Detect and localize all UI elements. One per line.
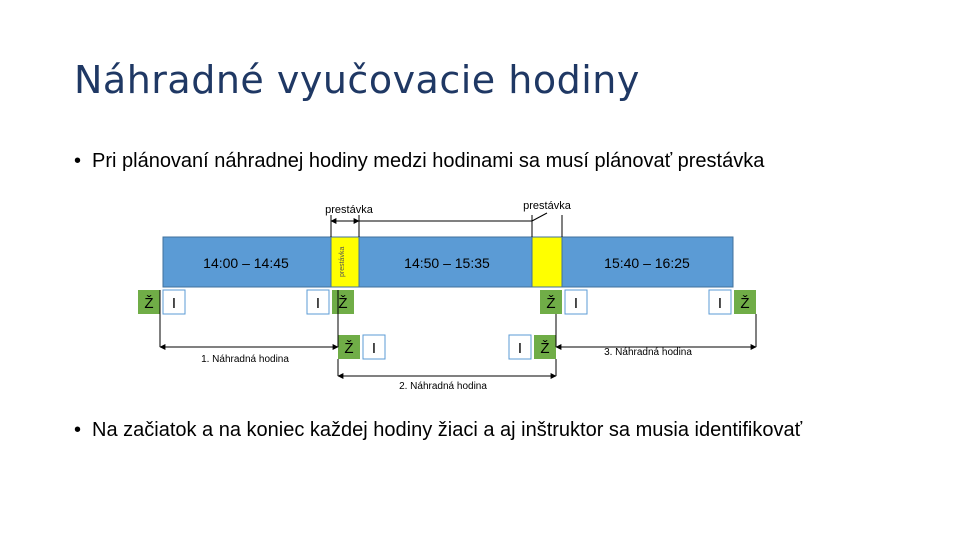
- lesson-time-1: 14:00 – 14:45: [203, 255, 289, 271]
- student-marker: Ž: [344, 340, 354, 357]
- instructor-marker: I: [517, 340, 523, 357]
- break-label-2: prestávka: [523, 200, 571, 212]
- lesson-time-2: 14:50 – 15:35: [404, 255, 490, 271]
- lesson-time-3: 15:40 – 16:25: [604, 255, 690, 271]
- instructor-marker: I: [573, 295, 579, 312]
- break-arrow-2-tip: [532, 213, 547, 221]
- substitute-label-1: 1. Náhradná hodina: [201, 354, 289, 365]
- student-marker: Ž: [740, 295, 750, 312]
- instructor-marker: I: [371, 340, 377, 357]
- break-vertical-label: prestávka: [339, 246, 346, 277]
- student-marker: Ž: [546, 295, 556, 312]
- bullet-dot: •: [74, 150, 82, 172]
- instructor-marker: I: [171, 295, 177, 312]
- bullet-identification: [74, 418, 874, 443]
- substitute-label-3: 3. Náhradná hodina: [604, 347, 692, 358]
- bullet-dot: •: [74, 419, 82, 441]
- substitute-label-2: 2. Náhradná hodina: [399, 381, 487, 392]
- instructor-marker: I: [315, 295, 321, 312]
- instructor-marker: I: [717, 295, 723, 312]
- student-marker: Ž: [144, 295, 154, 312]
- student-marker: Ž: [540, 340, 550, 357]
- bullet-text: Na začiatok a na koniec každej hodiny žiaci a aj inštruktor sa musia identifikovať: [92, 419, 803, 441]
- break-block-2: [532, 237, 562, 287]
- break-label-1: prestávka: [325, 204, 373, 216]
- bullet-text: Pri plánovaní náhradnej hodiny medzi hodinami sa musí plánovať prestávka: [92, 150, 765, 172]
- student-marker: Ž: [338, 295, 348, 312]
- slide-title: Náhradné vyučovacie hodiny: [74, 58, 640, 102]
